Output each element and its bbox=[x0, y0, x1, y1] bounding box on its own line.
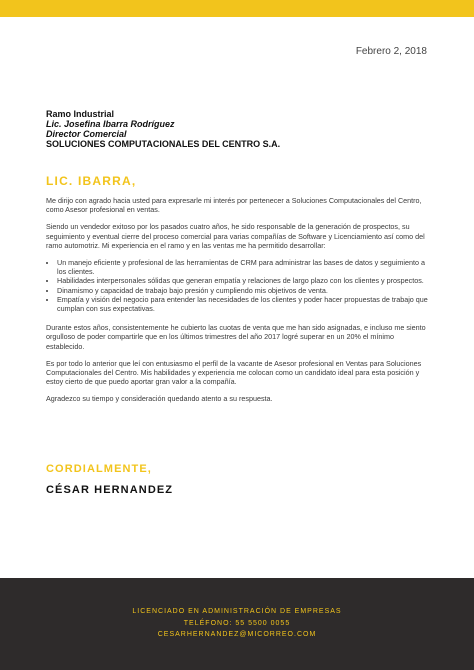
salutation: LIC. IBARRA, bbox=[46, 174, 137, 188]
paragraph-experience: Siendo un vendedor exitoso por los pasados cuatro años, he sido responsable de la generación de prospectos, su seguimiento y eventual cierre del proceso comercial para varias compañías de Software y Licenciamiento así como del ramo automotriz. Mi experiencia en el ramo y en las ventas me ha permitido desarrollar: bbox=[46, 222, 425, 250]
recipient-company: SOLUCIONES COMPUTACIONALES DEL CENTRO S.A. bbox=[46, 139, 281, 149]
list-item: • Empatía y visión del negocio para entender las necesidades de los clientes y poder hacer propuestas de trabajo que cumplan con sus expectativas. bbox=[57, 295, 432, 313]
paragraph-thanks: Agradezco su tiempo y consideración quedando atento a su respuesta. bbox=[46, 394, 273, 404]
list-item: • Habilidades interpersonales sólidas que generan empatía y relaciones de largo plazo con los clientes y prospectos. bbox=[57, 276, 432, 285]
letter-date: Febrero 2, 2018 bbox=[355, 46, 427, 57]
paragraph-intro: Me dirijo con agrado hacia usted para expresarle mi interés por pertenecer a Soluciones Computacionales del Centro, como Asesor profesional en ventas. bbox=[46, 196, 422, 215]
footer-profession: LICENCIADO EN ADMINISTRACIÓN DE EMPRESAS bbox=[132, 608, 342, 615]
paragraph-motivation: Es por todo lo anterior que leí con entusiasmo el perfil de la vacante de Asesor profesional en Ventas para Soluciones Computacionales del Centro. Mis habilidades y experiencia me colocan como un candidato ideal para esta posición y estoy cierto de que puedo aportar gran valor a la compañía. bbox=[46, 358, 422, 387]
recipient-block bbox=[46, 109, 280, 149]
footer-email: CESARHERNANDEZ@MICORREO.COM bbox=[157, 631, 317, 638]
paragraph-achievements: Durante estos años, consistentemente he cubierto las cuotas de venta que me han sido asignadas, e incluso me siento orgulloso de poder compartirle que en los últimos trimestres del año 2017 logré superar en un 20% el mínimo establecido. bbox=[46, 323, 426, 351]
footer-contact bbox=[0, 606, 474, 641]
footer bbox=[0, 578, 474, 670]
list-item: • Dinamismo y capacidad de trabajo bajo presión y cumpliendo mis objetivos de venta. bbox=[57, 286, 432, 295]
recipient-title: Director Comercial bbox=[46, 129, 127, 139]
skills-list bbox=[46, 258, 432, 313]
top-accent-bar bbox=[0, 0, 474, 17]
list-item: • Un manejo eficiente y profesional de las herramientas de CRM para administrar las bases de datos y seguimiento a los clientes. bbox=[57, 258, 432, 276]
recipient-name: Lic. Josefina Ibarra Rodríguez bbox=[46, 119, 175, 129]
recipient-department: Ramo Industrial bbox=[46, 109, 115, 119]
letter-body bbox=[46, 196, 432, 412]
closing: CORDIALMENTE, bbox=[46, 463, 152, 475]
signature-name: CÉSAR HERNANDEZ bbox=[46, 484, 174, 496]
footer-phone: TELÉFONO: 55 5500 0055 bbox=[183, 619, 291, 627]
